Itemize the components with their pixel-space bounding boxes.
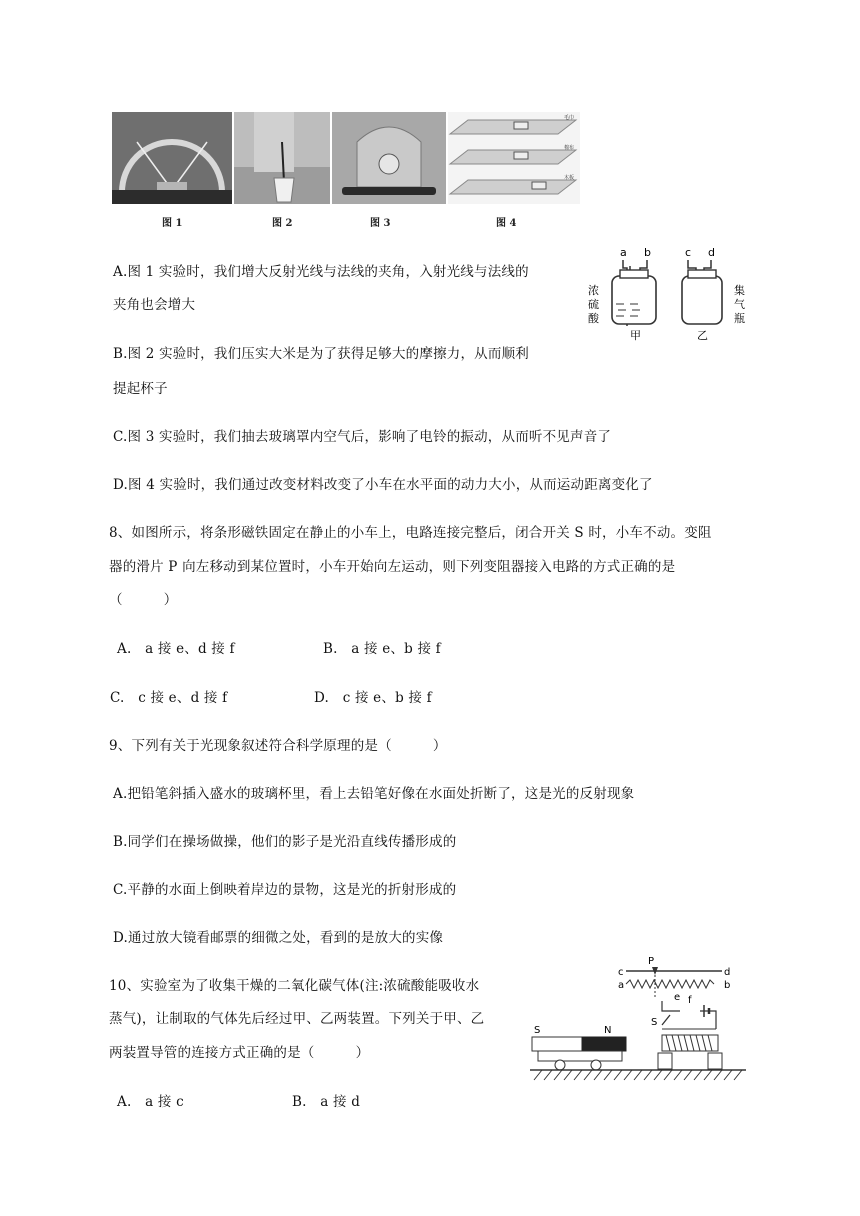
q8-answer-bracket: （ ） (109, 592, 178, 608)
label-e: e (674, 992, 681, 1003)
side-label-left-1: 浓 (588, 284, 599, 297)
q7-option-a-line2: 夹角也会增大 (113, 297, 196, 313)
label-f: f (688, 995, 692, 1006)
q9-option-c: C.平静的水面上倒映着岸边的景物，这是光的折射形成的 (113, 882, 457, 898)
side-label-left-3: 酸 (588, 312, 599, 325)
cup-rice-illustration (234, 112, 330, 204)
q8-stem-line2: 器的滑片 P 向左移动到某位置时，小车开始向左运动，则下列变阻器接入电路的方式正确的是 (109, 559, 676, 575)
label-yi: 乙 (697, 329, 708, 342)
label-a: a (620, 246, 627, 259)
q8-option-a: A. a 接 e、d 接 f (117, 641, 235, 657)
label-p: P (648, 956, 655, 967)
q10-option-a: A. a 接 c (117, 1094, 184, 1110)
label-circuit-d: d (724, 967, 731, 978)
figure-1-photo (112, 112, 232, 204)
figure-3-photo (332, 112, 446, 204)
label-d: d (708, 246, 715, 259)
magnet-cart-circuit-diagram (528, 955, 750, 1085)
q7-option-c: C.图 3 实验时，我们抽去玻璃罩内空气后，影响了电铃的振动，从而听不见声音了 (113, 429, 612, 445)
caption-figure-4: 图 4 (496, 218, 517, 229)
q8-option-b: B. a 接 e、b 接 f (323, 641, 441, 657)
caption-figure-2: 图 2 (272, 218, 293, 229)
fig4-label-towel: 毛巾 (564, 115, 575, 121)
gas-bottles-diagram (584, 246, 760, 342)
fig4-label-wood: 木板 (564, 175, 575, 181)
q10-stem-line1: 10、实验室为了收集干燥的二氧化碳气体(注:浓硫酸能吸收水 (109, 978, 480, 994)
label-c: c (685, 246, 692, 259)
side-label-left-2: 硫 (588, 298, 599, 311)
q7-option-b-line2: 提起杯子 (113, 381, 168, 397)
q8-option-d: D. c 接 e、b 接 f (314, 690, 432, 706)
q7-option-b-line1: B.图 2 实验时，我们压实大米是为了获得足够大的摩擦力，从而顺利 (113, 346, 529, 362)
ramp-materials-illustration (448, 112, 580, 204)
protractor-illustration (112, 112, 232, 204)
caption-figure-3: 图 3 (370, 218, 391, 229)
label-circuit-a: a (618, 980, 625, 991)
q9-stem: 9、下列有关于光现象叙述符合科学原理的是（ ） (109, 738, 447, 754)
label-circuit-c: c (618, 967, 624, 978)
label-jia: 甲 (630, 329, 641, 342)
q9-option-a: A.把铅笔斜插入盛水的玻璃杯里，看上去铅笔好像在水面处折断了，这是光的反射现象 (113, 786, 635, 802)
q7-option-a-line1: A.图 1 实验时，我们增大反射光线与法线的夹角，入射光线与法线的 (113, 264, 529, 280)
label-switch-s: S (651, 1017, 658, 1028)
q9-option-d: D.通过放大镜看邮票的细微之处，看到的是放大的实像 (113, 930, 444, 946)
fig4-label-cotton: 棉布 (564, 145, 575, 151)
label-pole-n: N (604, 1025, 612, 1036)
q9-option-b: B.同学们在操场做操，他们的影子是光沿直线传播形成的 (113, 834, 457, 850)
side-label-right-2: 气 (734, 298, 745, 311)
bell-jar-illustration (332, 112, 446, 204)
figure-4-photo (448, 112, 580, 204)
side-label-right-1: 集 (734, 284, 745, 297)
q8-stem-line1: 8、如图所示，将条形磁铁固定在静止的小车上，电路连接完整后，闭合开关 S 时，小车不动。变阻 (109, 525, 712, 541)
label-circuit-b: b (724, 980, 731, 991)
q8-option-c: C. c 接 e、d 接 f (110, 690, 228, 706)
q10-stem-line2: 蒸气)，让制取的气体先后经过甲、乙两装置。下列关于甲、乙 (109, 1011, 485, 1027)
q10-stem-line3: 两装置导管的连接方式正确的是（ ） (109, 1045, 370, 1061)
caption-figure-1: 图 1 (162, 218, 183, 229)
label-pole-s: S (534, 1025, 541, 1036)
side-label-right-3: 瓶 (734, 312, 745, 325)
q7-option-d: D.图 4 实验时，我们通过改变材料改变了小车在水平面的动力大小，从而运动距离变化了 (113, 477, 653, 493)
label-b: b (644, 246, 651, 259)
q10-option-b: B. a 接 d (292, 1094, 361, 1110)
figure-2-photo (234, 112, 330, 204)
